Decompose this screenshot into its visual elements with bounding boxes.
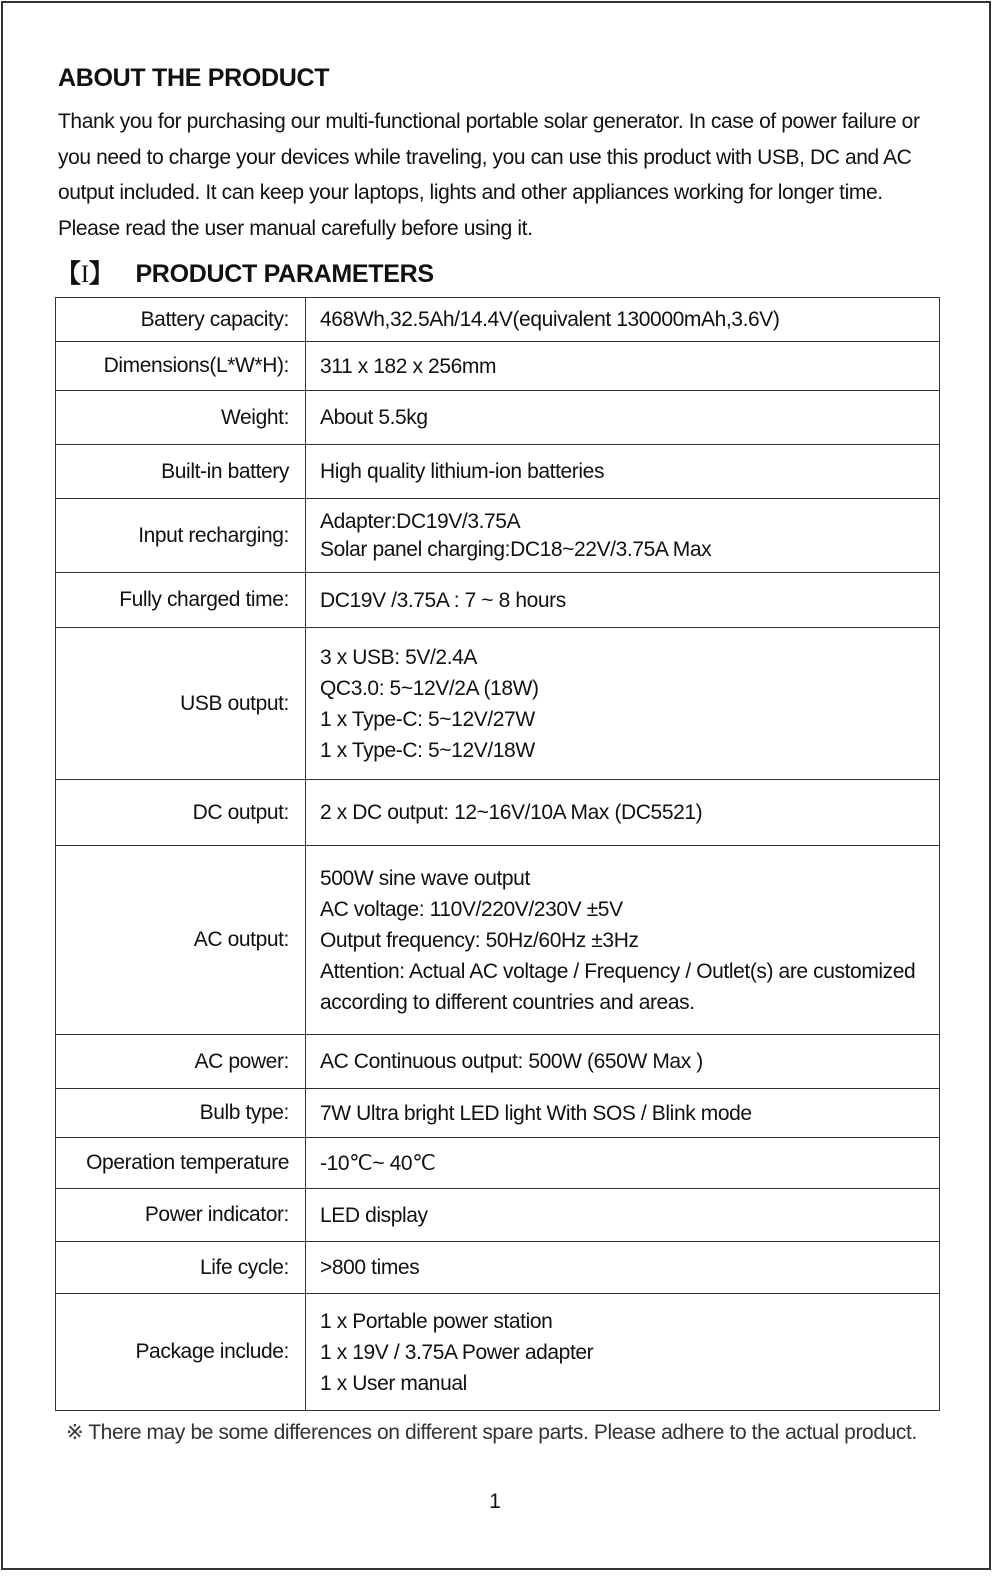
table-row	[56, 499, 940, 573]
param-value	[306, 628, 940, 780]
param-value-line: AC Continuous output: 500W (650W Max )	[320, 1050, 703, 1073]
page-number: 1	[489, 1490, 501, 1513]
param-value-line: High quality lithium-ion batteries	[320, 460, 605, 483]
param-value	[306, 298, 940, 342]
table-row	[56, 1089, 940, 1138]
param-value-line: Adapter:DC19V/3.75A	[320, 509, 521, 533]
table-row	[56, 1189, 940, 1242]
section-number-text: I	[80, 261, 89, 288]
table-row	[56, 846, 940, 1035]
table-row	[56, 1035, 940, 1089]
footnote: ※ There may be some differences on different spare parts. Please adhere to the actual product.	[66, 1421, 917, 1444]
table-row	[56, 780, 940, 846]
section-title: PRODUCT PARAMETERS	[135, 260, 434, 288]
param-label: Power indicator:	[56, 1189, 306, 1242]
section-heading	[56, 254, 434, 290]
param-value-line: 7W Ultra bright LED light With SOS / Blink mode	[320, 1101, 752, 1125]
table-row	[56, 573, 940, 628]
param-value-line: 311 x 182 x 256mm	[320, 354, 497, 378]
param-value-line: Output frequency: 50Hz/60Hz ±3Hz	[320, 928, 639, 952]
param-value-line: -10℃~ 40℃	[320, 1151, 436, 1175]
param-value	[306, 780, 940, 846]
param-value	[306, 1294, 940, 1411]
table-row	[56, 342, 940, 391]
param-label: Fully charged time:	[56, 573, 306, 628]
param-value-line: >800 times	[320, 1256, 420, 1279]
param-value	[306, 573, 940, 628]
param-value-line: 468Wh,32.5Ah/14.4V(equivalent 130000mAh,3.6V)	[320, 308, 780, 331]
section-number: 【I】	[56, 260, 114, 288]
param-value-line: 1 x Portable power station	[320, 1309, 553, 1333]
param-value-line: 3 x USB: 5V/2.4A	[320, 645, 478, 669]
param-label: Dimensions(L*W*H):	[56, 342, 306, 391]
param-value	[306, 1035, 940, 1089]
param-value	[306, 1089, 940, 1138]
param-value-line: 1 x User manual	[320, 1371, 467, 1395]
table-row	[56, 1138, 940, 1189]
param-value-line: LED display	[320, 1203, 428, 1227]
param-value-line: DC19V /3.75A : 7 ~ 8 hours	[320, 588, 566, 612]
table-row	[56, 391, 940, 445]
param-value	[306, 1189, 940, 1242]
param-value-line: QC3.0: 5~12V/2A (18W)	[320, 676, 539, 700]
param-value	[306, 391, 940, 445]
param-value-line: 2 x DC output: 12~16V/10A Max (DC5521)	[320, 801, 703, 824]
param-value-line: Solar panel charging:DC18~22V/3.75A Max	[320, 537, 712, 561]
param-value-line: About 5.5kg	[320, 406, 428, 429]
table-row	[56, 628, 940, 780]
param-label: Battery capacity:	[56, 298, 306, 342]
param-label: Life cycle:	[56, 1242, 306, 1294]
param-value	[306, 1138, 940, 1189]
param-label: AC power:	[56, 1035, 306, 1089]
param-label: Bulb type:	[56, 1089, 306, 1138]
intro-paragraph: Thank you for purchasing our multi-functional portable solar generator. In case of power failure or you need to charge your devices while traveling, you can use this product with USB, DC and AC output included. It can keep your laptops, lights and other appliances working for longer time. Please read the user manual carefully before using it.	[58, 110, 920, 240]
table-row	[56, 445, 940, 499]
param-label: DC output:	[56, 780, 306, 846]
param-label: Weight:	[56, 391, 306, 445]
page-title: ABOUT THE PRODUCT	[58, 64, 330, 92]
param-value-line: 1 x Type-C: 5~12V/27W	[320, 707, 535, 731]
param-value	[306, 499, 940, 573]
param-label: USB output:	[56, 628, 306, 780]
param-label: Built-in battery	[56, 445, 306, 499]
param-value-line: 1 x Type-C: 5~12V/18W	[320, 738, 535, 762]
param-value-line: according to different countries and areas.	[320, 990, 695, 1014]
param-label: Input recharging:	[56, 499, 306, 573]
param-value	[306, 342, 940, 391]
param-label: Package include:	[56, 1294, 306, 1411]
param-label: AC output:	[56, 846, 306, 1035]
param-value-line: AC voltage: 110V/220V/230V ±5V	[320, 897, 623, 921]
param-value-line: 500W sine wave output	[320, 866, 530, 890]
param-label: Operation temperature	[56, 1138, 306, 1189]
param-value-line: Attention: Actual AC voltage / Frequency / Outlet(s) are customized	[320, 959, 916, 983]
table-row	[56, 1242, 940, 1294]
param-value-line: 1 x 19V / 3.75A Power adapter	[320, 1340, 594, 1364]
table-row	[56, 298, 940, 342]
table-row	[56, 1294, 940, 1411]
param-value	[306, 846, 940, 1035]
param-value	[306, 445, 940, 499]
param-value	[306, 1242, 940, 1294]
parameters-table	[55, 297, 940, 1411]
